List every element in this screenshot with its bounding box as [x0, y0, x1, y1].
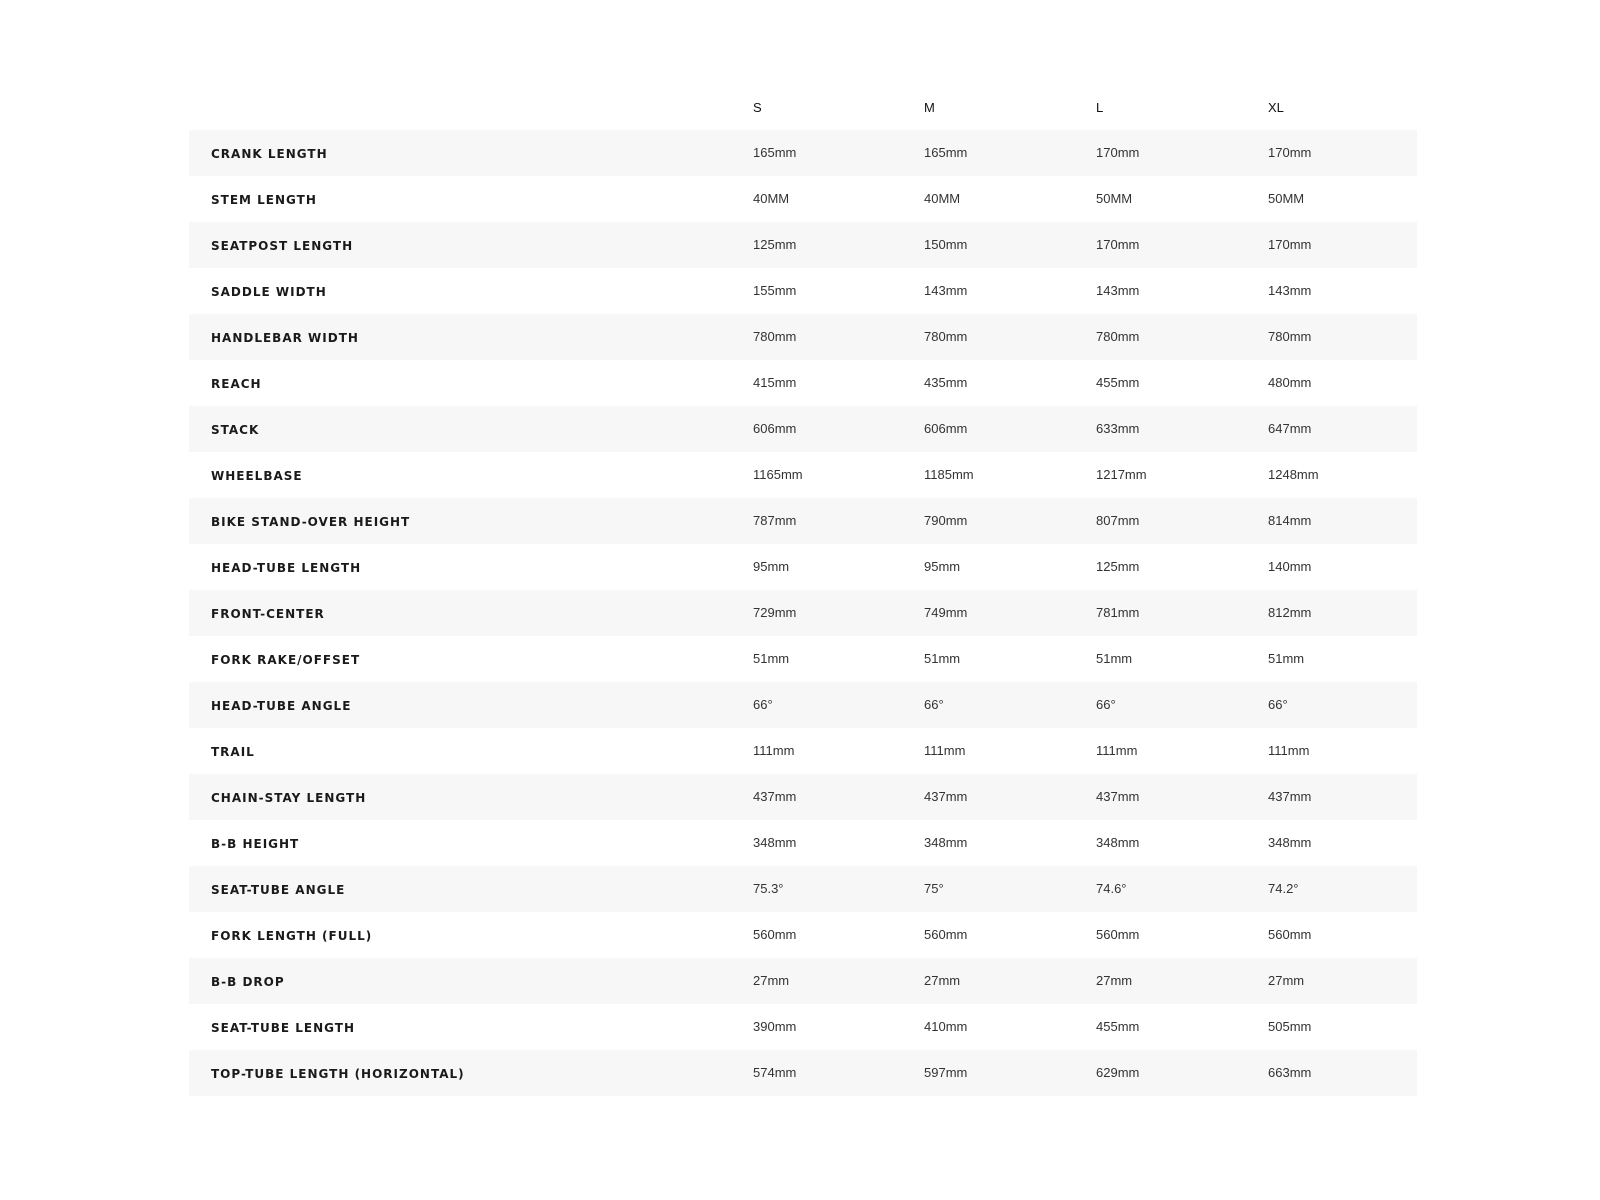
table-cell: 50MM	[1268, 191, 1305, 206]
table-row	[189, 268, 1417, 314]
row-label: STACK	[211, 423, 260, 437]
table-cell: 437mm	[1268, 789, 1312, 804]
table-cell: 1217mm	[1096, 467, 1147, 482]
table-cell: 787mm	[753, 513, 797, 528]
table-row	[189, 222, 1417, 268]
table-cell: 781mm	[1096, 605, 1140, 620]
table-cell: 95mm	[924, 559, 961, 574]
table-cell: 629mm	[1096, 1065, 1140, 1080]
row-label: HANDLEBAR WIDTH	[211, 331, 359, 345]
table-row	[189, 912, 1417, 958]
table-cell: 27mm	[753, 973, 790, 988]
row-label: FORK RAKE/OFFSET	[211, 653, 361, 667]
table-cell: 780mm	[753, 329, 797, 344]
table-cell: 606mm	[924, 421, 968, 436]
table-cell: 51mm	[753, 651, 790, 666]
table-cell: 50MM	[1096, 191, 1133, 206]
table-cell: 74.2°	[1268, 881, 1299, 896]
row-label: SADDLE WIDTH	[211, 285, 327, 299]
table-cell: 348mm	[1096, 835, 1140, 850]
table-cell: 1185mm	[924, 467, 974, 482]
table-cell: 1165mm	[753, 467, 803, 482]
table-row	[189, 866, 1417, 912]
row-label: TRAIL	[211, 745, 255, 759]
size-header-s: S	[753, 100, 762, 115]
size-header-l: L	[1096, 100, 1104, 115]
table-cell: 780mm	[1268, 329, 1312, 344]
table-cell: 415mm	[753, 375, 797, 390]
table-cell: 140mm	[1268, 559, 1312, 574]
table-cell: 95mm	[753, 559, 790, 574]
table-cell: 111mm	[1268, 743, 1310, 758]
table-cell: 814mm	[1268, 513, 1312, 528]
table-cell: 455mm	[1096, 375, 1140, 390]
table-row	[189, 406, 1417, 452]
table-cell: 155mm	[753, 283, 797, 298]
table-cell: 780mm	[924, 329, 968, 344]
row-label: FRONT-CENTER	[211, 607, 325, 621]
table-cell: 143mm	[1268, 283, 1312, 298]
table-cell: 27mm	[924, 973, 961, 988]
table-cell: 560mm	[924, 927, 968, 942]
table-row	[189, 498, 1417, 544]
table-cell: 633mm	[1096, 421, 1140, 436]
table-cell: 143mm	[924, 283, 968, 298]
table-row	[189, 636, 1417, 682]
table-cell: 729mm	[753, 605, 797, 620]
table-body	[189, 130, 1417, 1096]
table-cell: 749mm	[924, 605, 968, 620]
table-cell: 647mm	[1268, 421, 1312, 436]
table-cell: 812mm	[1268, 605, 1312, 620]
table-row	[189, 958, 1417, 1004]
table-row	[189, 314, 1417, 360]
table-cell: 170mm	[1268, 237, 1312, 252]
row-label: FORK LENGTH (FULL)	[211, 929, 373, 943]
table-cell: 437mm	[1096, 789, 1140, 804]
table-cell: 111mm	[924, 743, 966, 758]
row-label: STEM LENGTH	[211, 193, 317, 207]
table-cell: 455mm	[1096, 1019, 1140, 1034]
table-cell: 51mm	[1096, 651, 1133, 666]
table-cell: 40MM	[753, 191, 790, 206]
table-row	[189, 130, 1417, 176]
table-row	[189, 544, 1417, 590]
table-cell: 560mm	[753, 927, 797, 942]
table-cell: 505mm	[1268, 1019, 1312, 1034]
table-cell: 40MM	[924, 191, 961, 206]
size-header-m: M	[924, 100, 935, 115]
table-cell: 125mm	[1096, 559, 1140, 574]
table-cell: 560mm	[1096, 927, 1140, 942]
table-cell: 390mm	[753, 1019, 797, 1034]
table-cell: 150mm	[924, 237, 968, 252]
table-row	[189, 1050, 1417, 1096]
table-cell: 66°	[924, 697, 944, 712]
table-cell: 410mm	[924, 1019, 968, 1034]
table-row	[189, 820, 1417, 866]
table-cell: 480mm	[1268, 375, 1312, 390]
row-label: SEAT-TUBE LENGTH	[211, 1021, 356, 1035]
table-cell: 1248mm	[1268, 467, 1319, 482]
table-cell: 780mm	[1096, 329, 1140, 344]
size-header-xl: XL	[1268, 100, 1284, 115]
row-label: SEAT-TUBE ANGLE	[211, 883, 346, 897]
table-cell: 348mm	[924, 835, 968, 850]
table-cell: 606mm	[753, 421, 797, 436]
geometry-table	[189, 84, 1417, 1096]
table-cell: 807mm	[1096, 513, 1140, 528]
table-cell: 165mm	[753, 145, 797, 160]
table-row	[189, 176, 1417, 222]
table-row	[189, 682, 1417, 728]
row-label: BIKE STAND-OVER HEIGHT	[211, 515, 411, 529]
table-cell: 165mm	[924, 145, 968, 160]
table-cell: 75°	[924, 881, 944, 896]
table-cell: 74.6°	[1096, 881, 1127, 896]
table-cell: 348mm	[1268, 835, 1312, 850]
table-cell: 435mm	[924, 375, 968, 390]
table-cell: 51mm	[1268, 651, 1305, 666]
table-cell: 348mm	[753, 835, 797, 850]
table-row	[189, 360, 1417, 406]
table-cell: 597mm	[924, 1065, 968, 1080]
table-cell: 790mm	[924, 513, 968, 528]
table-row	[189, 774, 1417, 820]
table-cell: 437mm	[924, 789, 968, 804]
table-cell: 51mm	[924, 651, 961, 666]
table-cell: 143mm	[1096, 283, 1140, 298]
row-label: TOP-TUBE LENGTH (HORIZONTAL)	[211, 1067, 465, 1081]
row-label: HEAD-TUBE ANGLE	[211, 699, 352, 713]
table-cell: 75.3°	[753, 881, 784, 896]
table-cell: 663mm	[1268, 1065, 1312, 1080]
table-cell: 66°	[1096, 697, 1116, 712]
row-label: CRANK LENGTH	[211, 147, 328, 161]
table-cell: 170mm	[1096, 237, 1140, 252]
row-label: HEAD-TUBE LENGTH	[211, 561, 362, 575]
row-label: SEATPOST LENGTH	[211, 239, 354, 253]
table-row	[189, 1004, 1417, 1050]
table-cell: 170mm	[1268, 145, 1312, 160]
row-label: B-B DROP	[211, 975, 285, 989]
table-cell: 27mm	[1268, 973, 1305, 988]
size-header-row	[189, 84, 1417, 130]
table-cell: 66°	[753, 697, 773, 712]
table-row	[189, 590, 1417, 636]
table-cell: 125mm	[753, 237, 797, 252]
table-cell: 574mm	[753, 1065, 797, 1080]
table-cell: 560mm	[1268, 927, 1312, 942]
row-label: REACH	[211, 377, 262, 391]
table-row	[189, 452, 1417, 498]
row-label: WHEELBASE	[211, 469, 303, 483]
table-cell: 111mm	[1096, 743, 1138, 758]
table-cell: 111mm	[753, 743, 795, 758]
table-row	[189, 728, 1417, 774]
table-cell: 437mm	[753, 789, 797, 804]
table-cell: 27mm	[1096, 973, 1133, 988]
table-cell: 170mm	[1096, 145, 1140, 160]
table-cell: 66°	[1268, 697, 1288, 712]
row-label: CHAIN-STAY LENGTH	[211, 791, 367, 805]
row-label: B-B HEIGHT	[211, 837, 300, 851]
